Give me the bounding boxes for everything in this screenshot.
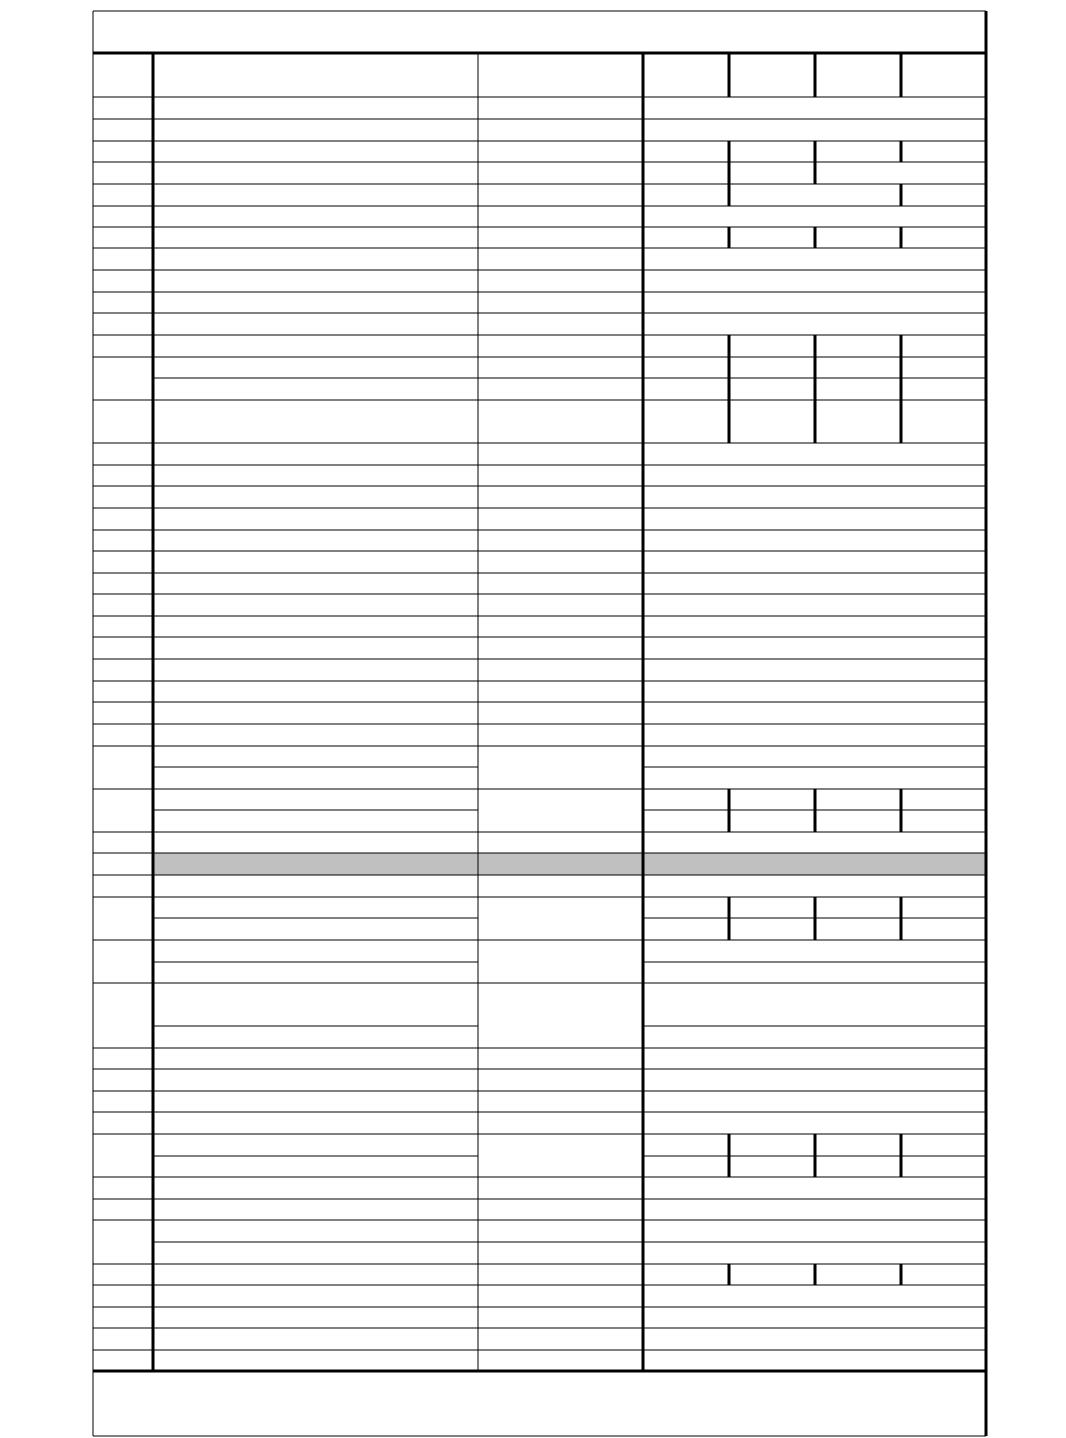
table-grid-lines [93, 11, 986, 1436]
shaded-row-band [153, 853, 986, 875]
shaded-row [153, 853, 986, 875]
